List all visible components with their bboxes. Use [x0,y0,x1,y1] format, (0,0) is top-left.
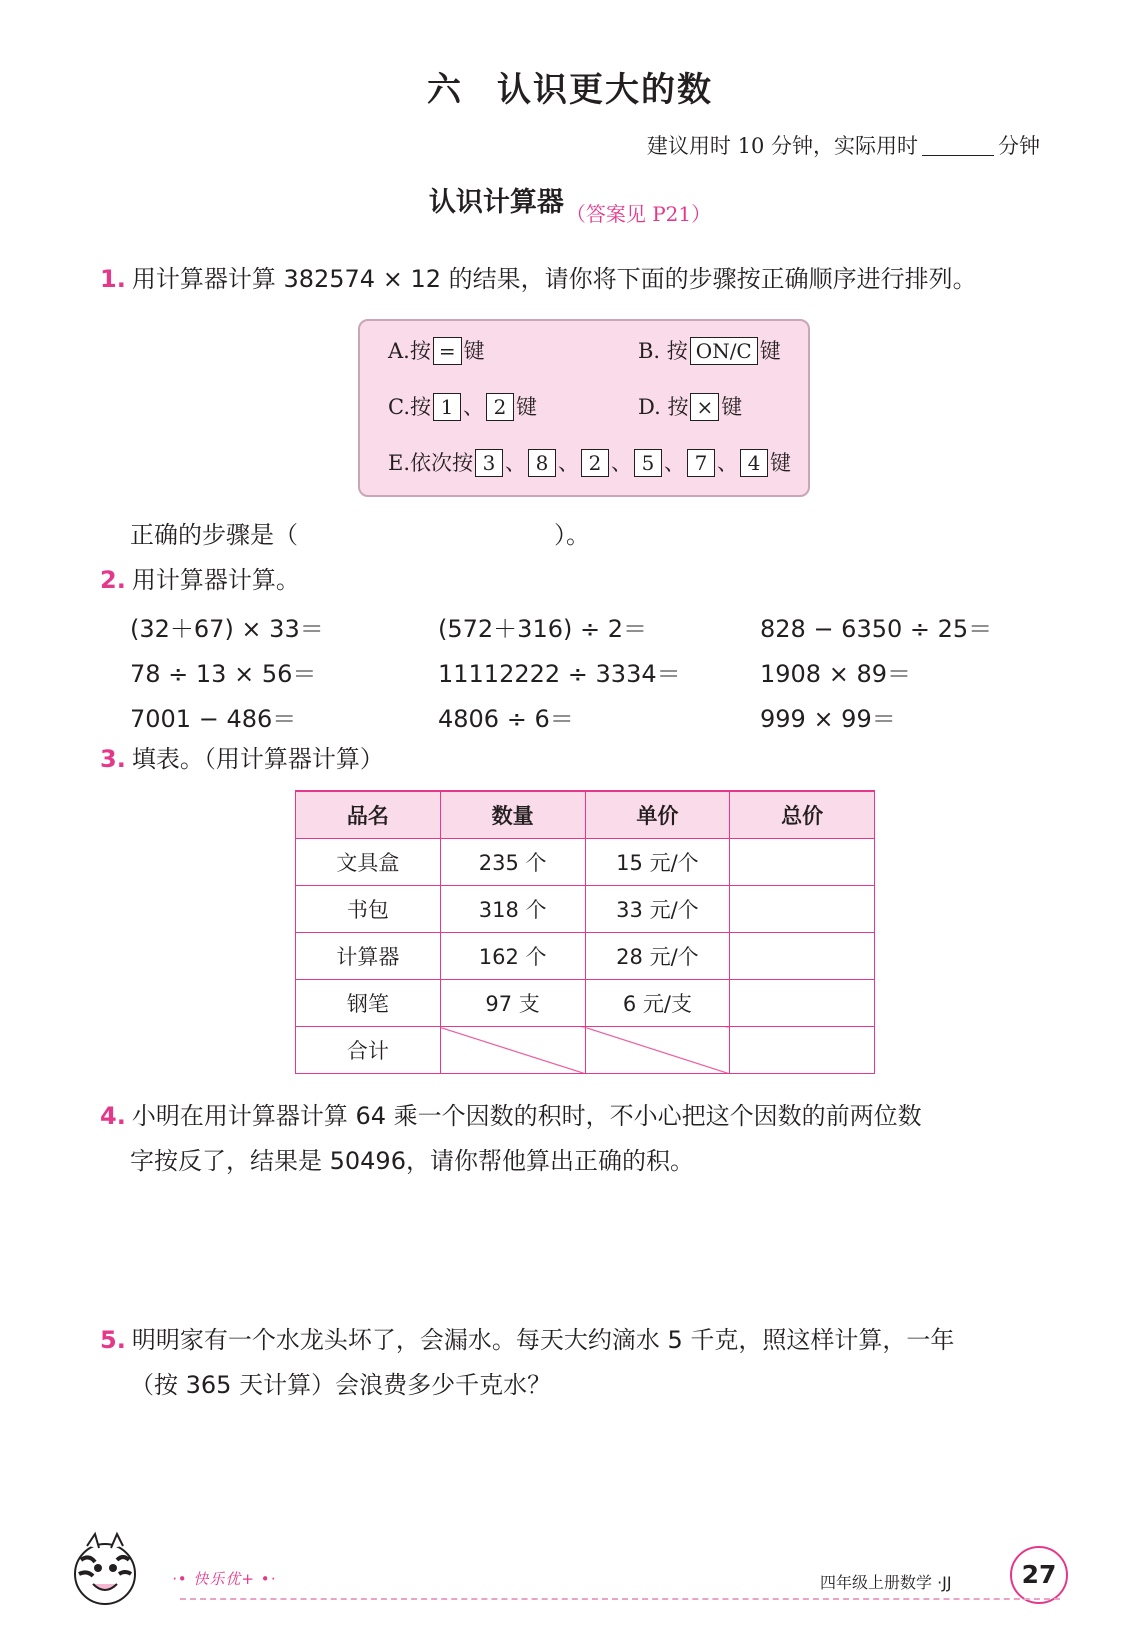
expression: (572＋316) ÷ 2＝ [438,615,647,643]
answer-close: ）。 [554,521,590,549]
question-2 [100,563,300,597]
separator: 、 [505,451,527,475]
step-c-label: C.按 [388,395,431,419]
cell-total-blank[interactable] [730,933,875,980]
cell-unit-price: 6 元/支 [585,980,730,1027]
question-text-line1: 小明在用计算器计算 64 乘一个因数的积时，不小心把这个因数的前两位数 [131,1102,922,1130]
table-row [296,839,875,886]
answer-reference: （答案见 P21） [565,202,712,226]
cell-slashed [585,1027,730,1074]
separator: 、 [611,451,633,475]
cell-unit-price: 15 元/个 [585,839,730,886]
table-row [296,980,875,1027]
expression: 78 ÷ 13 × 56＝ [130,660,317,688]
question-3 [100,742,384,776]
step-b-label: B. 按 [638,339,688,363]
question-number: 4. [100,1102,126,1130]
chapter-number: 六 [427,70,463,110]
question-text-line1: 明明家有一个水龙头坏了，会漏水。每天大约滴水 5 千克，照这样计算，一年 [131,1326,955,1354]
key-5: 5 [634,449,662,477]
header-item: 品名 [296,791,441,839]
expression: 7001 − 486＝ [130,705,297,733]
cell-total-label: 合计 [296,1027,441,1074]
time-note-before: 建议用时 10 分钟，实际用时 [646,134,918,158]
expression: (32＋67) × 33＝ [130,615,324,643]
table-header-row [296,791,875,839]
cell-total-blank[interactable] [730,886,875,933]
cell-quantity: 318 个 [440,886,585,933]
key-multiply: × [690,393,719,421]
cell-item: 书包 [296,886,441,933]
cell-grand-total-blank[interactable] [730,1027,875,1074]
question-1 [100,262,977,296]
header-quantity: 数量 [440,791,585,839]
key-on-c: ON/C [690,337,758,365]
step-e-post: 键 [770,451,792,475]
question-number: 3. [100,745,126,773]
question-text-line2: （按 365 天计算）会浪费多少千克水？ [130,1371,552,1399]
question-number: 1. [100,265,126,293]
key-8: 8 [528,449,556,477]
cell-item: 计算器 [296,933,441,980]
step-c-post: 键 [516,395,537,419]
cell-item: 文具盒 [296,839,441,886]
page-title [0,62,1140,111]
header-total-price: 总价 [730,791,875,839]
question-text: 用计算器计算 382574 × 12 的结果，请你将下面的步骤按正确顺序进行排列。 [131,265,977,293]
expression: 1908 × 89＝ [760,660,911,688]
step-d-post: 键 [721,395,743,419]
question-text: 填表。（用计算器计算） [131,745,384,773]
cell-unit-price: 33 元/个 [585,886,730,933]
time-blank[interactable] [922,155,994,156]
section-title [0,180,1140,227]
question-text: 用计算器计算。 [131,566,300,594]
expression: 4806 ÷ 6＝ [438,705,574,733]
footer-divider [180,1598,1060,1600]
question-number: 5. [100,1326,126,1354]
key-2: 2 [581,449,609,477]
key-7: 7 [687,449,715,477]
key-equals: = [433,337,462,365]
time-note [647,130,1040,160]
key-4: 4 [740,449,768,477]
cell-item: 钢笔 [296,980,441,1027]
section-title-text: 认识计算器 [428,187,564,218]
separator: 、 [558,451,580,475]
table-row [296,886,875,933]
expression: 11112222 ÷ 3334＝ [438,660,681,688]
question-text-line2: 字按反了，结果是 50496，请你帮他算出正确的积。 [130,1147,694,1175]
page-number: 27 [1010,1546,1068,1604]
expression: 999 × 99＝ [760,705,896,733]
separator: 、 [463,395,484,419]
price-table [295,790,875,1074]
expression: 828 − 6350 ÷ 25＝ [760,615,993,643]
key-1: 1 [433,393,461,421]
calculator-steps-box [358,319,810,497]
step-a-post: 键 [463,339,485,363]
header-unit-price: 单价 [585,791,730,839]
cell-total-blank[interactable] [730,839,875,886]
step-c [388,391,537,421]
step-e-label: E.依次按 [388,451,474,475]
footer-book-title: 四年级上册数学 ·JJ [820,1573,952,1592]
cell-slashed [440,1027,585,1074]
step-b [638,335,781,365]
cell-quantity: 97 支 [440,980,585,1027]
step-a-label: A.按 [388,339,431,363]
cell-quantity: 235 个 [440,839,585,886]
time-note-after: 分钟 [998,134,1040,158]
step-e [388,447,791,477]
key-2: 2 [486,393,514,421]
chapter-title: 认识更大的数 [497,70,713,110]
table-row [296,933,875,980]
separator: 、 [717,451,739,475]
question-4 [100,1094,922,1184]
answer-prompt: 正确的步骤是（ [130,521,298,549]
table-total-row [296,1027,875,1074]
zebra-mascot-icon [65,1530,145,1612]
step-b-post: 键 [759,339,781,363]
cell-total-blank[interactable] [730,980,875,1027]
step-d [638,391,742,421]
step-a [388,335,485,365]
separator: 、 [664,451,686,475]
q1-answer-line [130,518,590,552]
cell-quantity: 162 个 [440,933,585,980]
cell-unit-price: 28 元/个 [585,933,730,980]
question-number: 2. [100,566,126,594]
key-3: 3 [475,449,503,477]
footer-brand: ·• 快乐优+ •· [172,1570,277,1588]
step-d-label: D. 按 [638,395,689,419]
question-5 [100,1318,954,1408]
